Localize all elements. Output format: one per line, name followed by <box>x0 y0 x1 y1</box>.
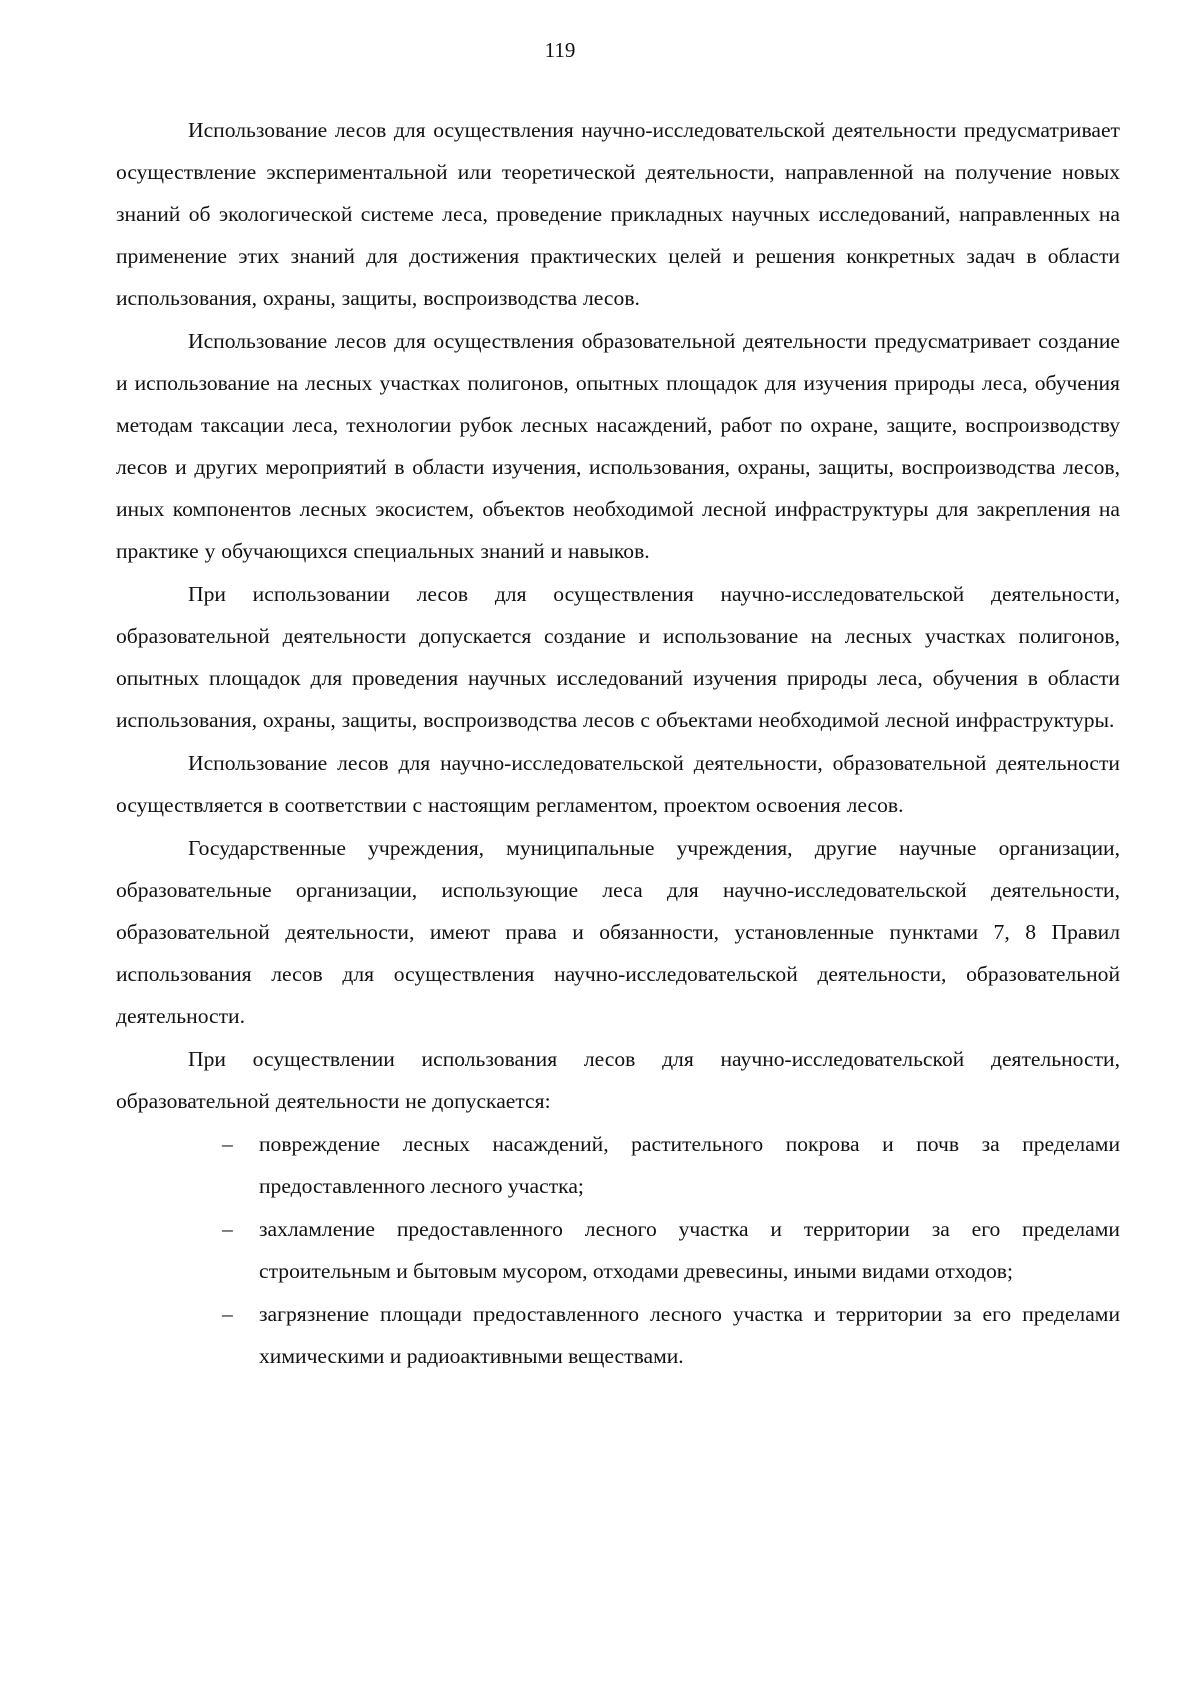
list-item-text: загрязнение площади предоставленного лесного участка и территории за его пределами химическими и радиоактивными веществами. <box>259 1302 1120 1368</box>
paragraph: При осуществлении использования лесов для научно-исследовательской деятельности, образовательной деятельности не допускается: <box>116 1047 1120 1113</box>
paragraph: Использование лесов для осуществления образовательной деятельности предусматривает создание и использование на лесных участках полигонов, опытных площадок для изучения природы леса, обучения методам таксации леса, технологии рубок лесных насаждений, работ по охране, защите, воспроизводству лесов и других мероприятий в области изучения, использования, охраны, защиты, воспроизводства лесов, иных компонентов лесных экосистем, объектов необходимой лесной инфраструктуры для закрепления на практике у обучающихся специальных знаний и навыков. <box>116 329 1120 563</box>
dash-marker: – <box>222 1132 233 1156</box>
list-item-text: захламление предоставленного лесного участка и территории за его пределами строительным и бытовым мусором, отходами древесины, иными видами отходов; <box>259 1217 1120 1283</box>
paragraph: Государственные учреждения, муниципальные учреждения, другие научные организации, образовательные организации, использующие леса для научно-исследовательской деятельности, образовательной деятельности, имеют права и обязанности, установленные пунктами 7, 8 Правил использования лесов для осуществления научно-исследовательской деятельности, образовательной деятельности. <box>116 836 1120 1028</box>
prohibition-list <box>116 1123 1120 1377</box>
paragraph: Использование лесов для научно-исследовательской деятельности, образовательной деятельности осуществляется в соответствии с настоящим регламентом, проектом освоения лесов. <box>116 751 1120 817</box>
list-item <box>116 1123 1120 1207</box>
dash-marker: – <box>222 1302 233 1326</box>
list-item <box>116 1208 1120 1292</box>
paragraph: Использование лесов для осуществления научно-исследовательской деятельности предусматривает осуществление экспериментальной или теоретической деятельности, направленной на получение новых знаний об экологической системе леса, проведение прикладных научных исследований, направленных на применение этих знаний для достижения практических целей и решения конкретных задач в области использования, охраны, защиты, воспроизводства лесов. <box>116 118 1120 310</box>
paragraph: При использовании лесов для осуществления научно-исследовательской деятельности, образовательной деятельности допускается создание и использование на лесных участках полигонов, опытных площадок для проведения научных исследований изучения природы леса, обучения в области использования, охраны, защиты, воспроизводства лесов с объектами необходимой лесной инфраструктуры. <box>116 582 1120 732</box>
list-item-text: повреждение лесных насаждений, растительного покрова и почв за пределами предоставленного лесного участка; <box>259 1132 1120 1198</box>
document-body <box>116 109 1120 1378</box>
list-item <box>116 1293 1120 1377</box>
dash-marker: – <box>222 1217 233 1241</box>
page-number: 119 <box>544 38 576 62</box>
